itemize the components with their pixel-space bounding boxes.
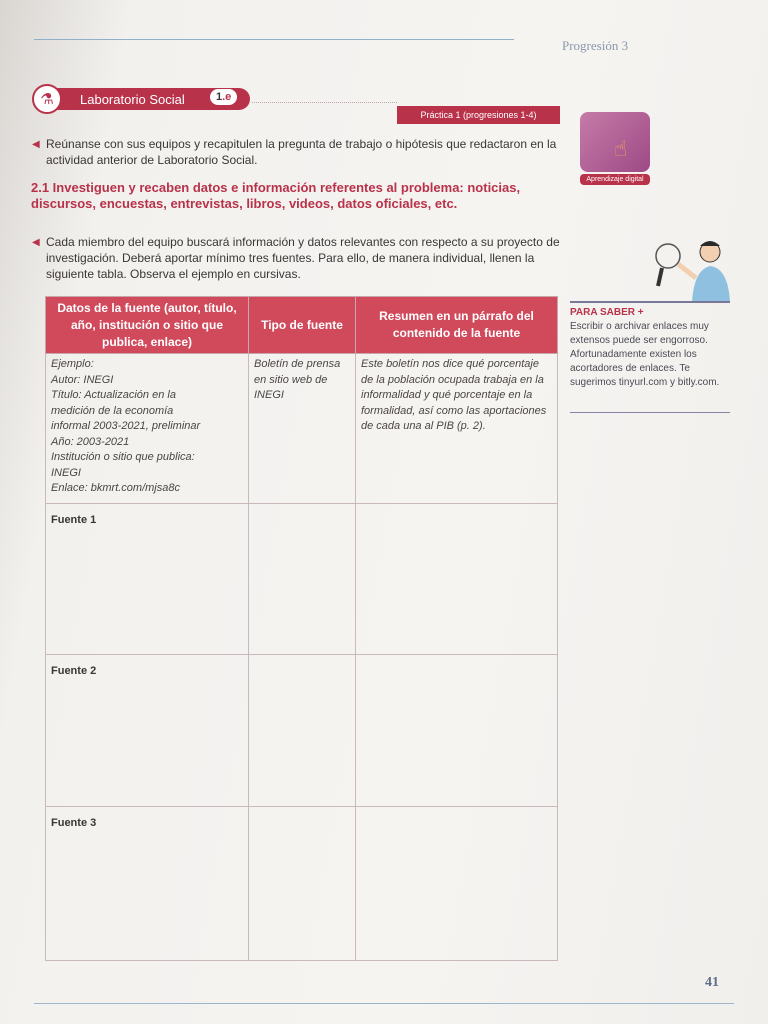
lab-number-digit: 1 xyxy=(216,91,223,103)
lab-badge xyxy=(32,86,250,112)
instruction-text: Cada miembro del equipo buscará información y datos relevantes con respecto a su proyecto de investigación. Deberá aportar mínimo tres fuentes. Para ello, de manera individual, llenen la siguiente tabla. Observa el ejemplo en cursivas. xyxy=(46,235,560,281)
saber-title: PARA SABER + xyxy=(570,307,644,318)
fuente-1-type-cell[interactable] xyxy=(249,504,356,655)
fuente-2-type-cell[interactable] xyxy=(249,655,356,807)
fuente-2-summary-cell[interactable] xyxy=(356,655,558,807)
intro-text: Reúnanse con sus equipos y recapitulen la pregunta de trabajo o hipótesis que redactaron en la actividad anterior de Laboratorio Social. xyxy=(46,137,557,167)
table-row-fuente-3 xyxy=(46,807,558,961)
fuente-1-summary-cell[interactable] xyxy=(356,504,558,655)
digital-tag: Aprendizaje digital xyxy=(580,174,650,185)
dotted-divider xyxy=(252,102,397,103)
digital-learning-badge xyxy=(580,112,650,188)
instruction-bullet xyxy=(32,234,564,282)
flask-icon: ⚗ xyxy=(32,84,62,114)
bottom-rule xyxy=(34,1003,734,1004)
saber-body: Escribir o archivar enlaces muy extensos puede ser engorroso. Afortunadamente existen los acortadores de enlaces. Te sugerimos tinyurl.com y bitly.com. xyxy=(570,321,720,388)
intro-bullet xyxy=(32,136,564,168)
top-rule xyxy=(34,39,514,40)
header-summary: Resumen en un párrafo del contenido de la fuente xyxy=(356,297,558,354)
lab-number-suffix: .e xyxy=(222,91,232,103)
fuente-1-source-cell[interactable] xyxy=(46,504,249,655)
lab-title: Laboratorio Social xyxy=(80,92,185,107)
example-line: Enlace: bkmrt.com/mjsa8c xyxy=(51,482,180,494)
header-source-data: Datos de la fuente (autor, título, año, institución o sitio que publica, enlace) xyxy=(46,297,249,354)
progression-label: Progresión 3 xyxy=(562,38,629,53)
example-type-cell: Boletín de prensa en sitio web de INEGI xyxy=(249,354,356,504)
fuente-3-type-cell[interactable] xyxy=(249,807,356,961)
fuente-3-summary-cell[interactable] xyxy=(356,807,558,961)
sources-table xyxy=(45,296,558,961)
fuente-label: Fuente 3 xyxy=(51,817,97,829)
table-row-example xyxy=(46,354,558,504)
example-summary-cell: Este boletín nos dice qué porcentaje de la población ocupada trabaja en la informalidad y qué porcentaje en la formalidad, así como las aportaciones de cada una al PIB (p. 2). xyxy=(356,354,558,504)
table-row-fuente-1 xyxy=(46,504,558,655)
fuente-2-source-cell[interactable] xyxy=(46,655,249,807)
practice-label: Práctica 1 (progresiones 1-4) xyxy=(397,106,560,124)
fuente-label: Fuente 1 xyxy=(51,514,97,526)
bullet-arrow-icon: ◀ xyxy=(32,237,40,248)
saber-top-rule xyxy=(570,301,730,303)
example-line: Ejemplo: xyxy=(51,358,94,370)
header-source-type: Tipo de fuente xyxy=(249,297,356,354)
example-line: Institución o sitio que publica: xyxy=(51,451,195,463)
hand-pointer-icon: ☝ xyxy=(614,136,628,161)
example-source-cell xyxy=(46,354,249,504)
table-header-row xyxy=(46,297,558,354)
student-illustration xyxy=(648,234,732,302)
lab-number xyxy=(210,89,237,105)
fuente-3-source-cell[interactable] xyxy=(46,807,249,961)
example-line: Título: Actualización en la xyxy=(51,389,176,401)
example-line: informal 2003-2021, preliminar xyxy=(51,420,201,432)
section-heading: 2.1 Investiguen y recaben datos e información referentes al problema: noticias, discursos, encuestas, entrevistas, libros, videos, datos oficiales, etc. xyxy=(31,180,521,211)
fuente-label: Fuente 2 xyxy=(51,665,97,677)
page-number: 41 xyxy=(705,975,719,990)
touchscreen-icon xyxy=(580,112,650,172)
example-line: Autor: INEGI xyxy=(51,373,114,386)
saber-bottom-rule xyxy=(570,412,730,413)
example-line: medición de la economía xyxy=(51,404,174,417)
bullet-arrow-icon: ◀ xyxy=(32,139,40,150)
table-row-fuente-2 xyxy=(46,655,558,807)
example-line: INEGI xyxy=(51,466,81,479)
example-line: Año: 2003-2021 xyxy=(51,435,130,448)
